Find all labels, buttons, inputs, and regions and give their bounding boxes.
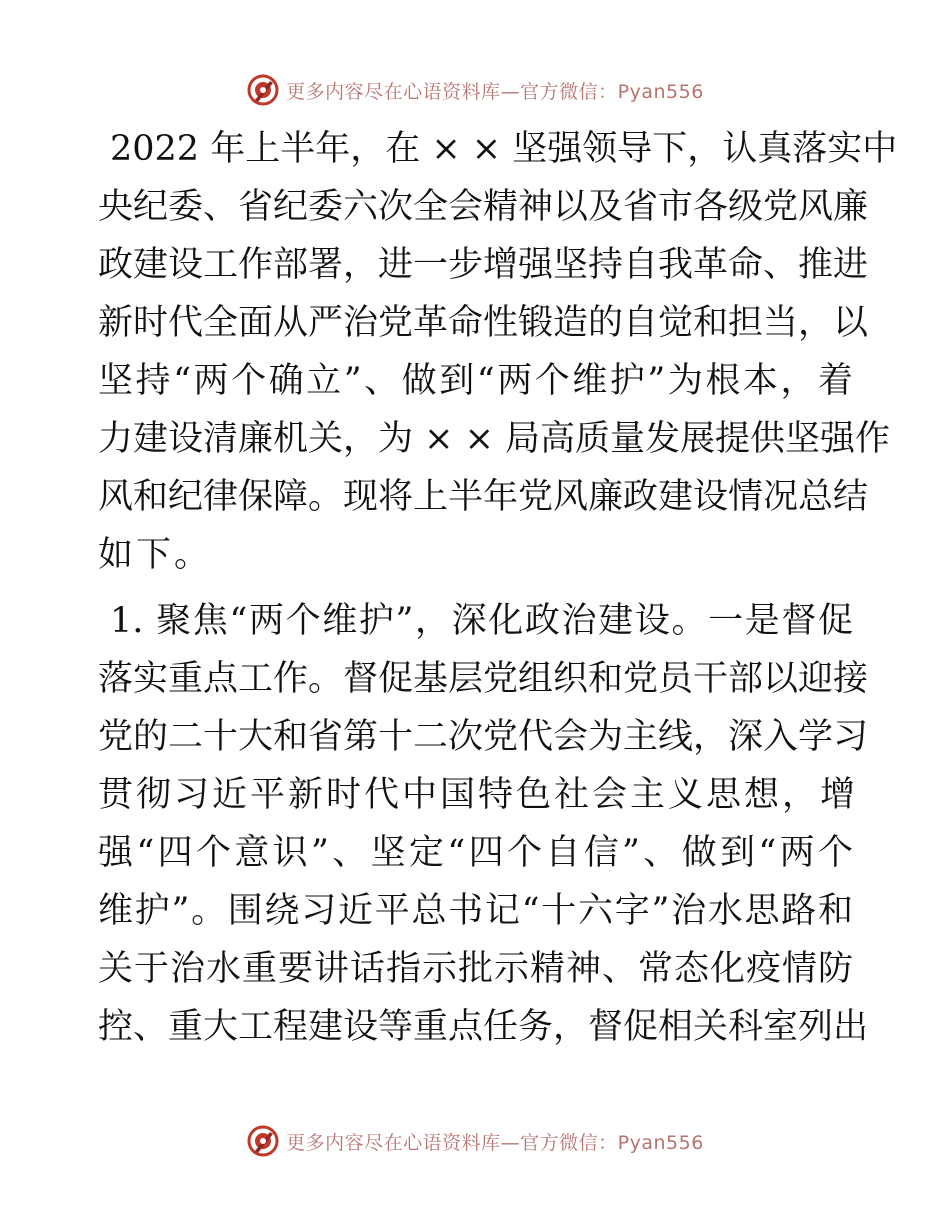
text-line: 力建设清廉机关，为 × × 局高质量发展提供坚强作 [98, 419, 891, 459]
text-line: 关于治水重要讲话指示批示精神、常态化疫情防 [98, 949, 853, 989]
text-line: 如下。 [98, 535, 213, 575]
text-line: 党的二十大和省第十二次党代会为主线，深入学习 [98, 717, 869, 757]
text-line: 坚持“两个确立”、做到“两个维护”为根本，着 [98, 361, 853, 401]
paragraph-intro [98, 120, 898, 584]
header-banner [0, 70, 950, 110]
text-line: 新时代全面从严治党革命性锻造的自觉和担当，以 [98, 303, 869, 343]
document-body [98, 120, 898, 1056]
seal-logo-icon [246, 73, 280, 107]
text-line: 维护”。围绕习近平总书记“十六字”治水思路和 [98, 891, 853, 931]
text-line: 央纪委、省纪委六次全会精神以及省市各级党风廉 [98, 187, 869, 227]
text-line: 政建设工作部署，进一步增强坚持自我革命、推进 [98, 245, 869, 285]
text-line: 2022 年上半年，在 × × 坚强领导下，认真落实中 [110, 129, 898, 169]
text-line: 控、重大工程建设等重点任务，督促相关科室列出 [98, 1007, 869, 1047]
footer-banner [0, 1121, 950, 1161]
seal-logo-icon [246, 1124, 280, 1158]
footer-banner-text: 更多内容尽在心语资料库—官方微信：Pyan556 [286, 1131, 704, 1154]
text-line: 贯彻习近平新时代中国特色社会主义思想，增 [98, 775, 859, 815]
text-line: 落实重点工作。督促基层党组织和党员干部以迎接 [98, 659, 869, 699]
header-banner-text: 更多内容尽在心语资料库—官方微信：Pyan556 [286, 80, 704, 103]
text-line: 强“四个意识”、坚定“四个自信”、做到“两个 [98, 833, 853, 873]
text-line: 风和纪律保障。现将上半年党风廉政建设情况总结 [98, 477, 869, 517]
text-line: 1. 聚焦“两个维护”，深化政治建设。一是督促 [110, 601, 853, 641]
paragraph-section-1 [98, 592, 869, 1056]
